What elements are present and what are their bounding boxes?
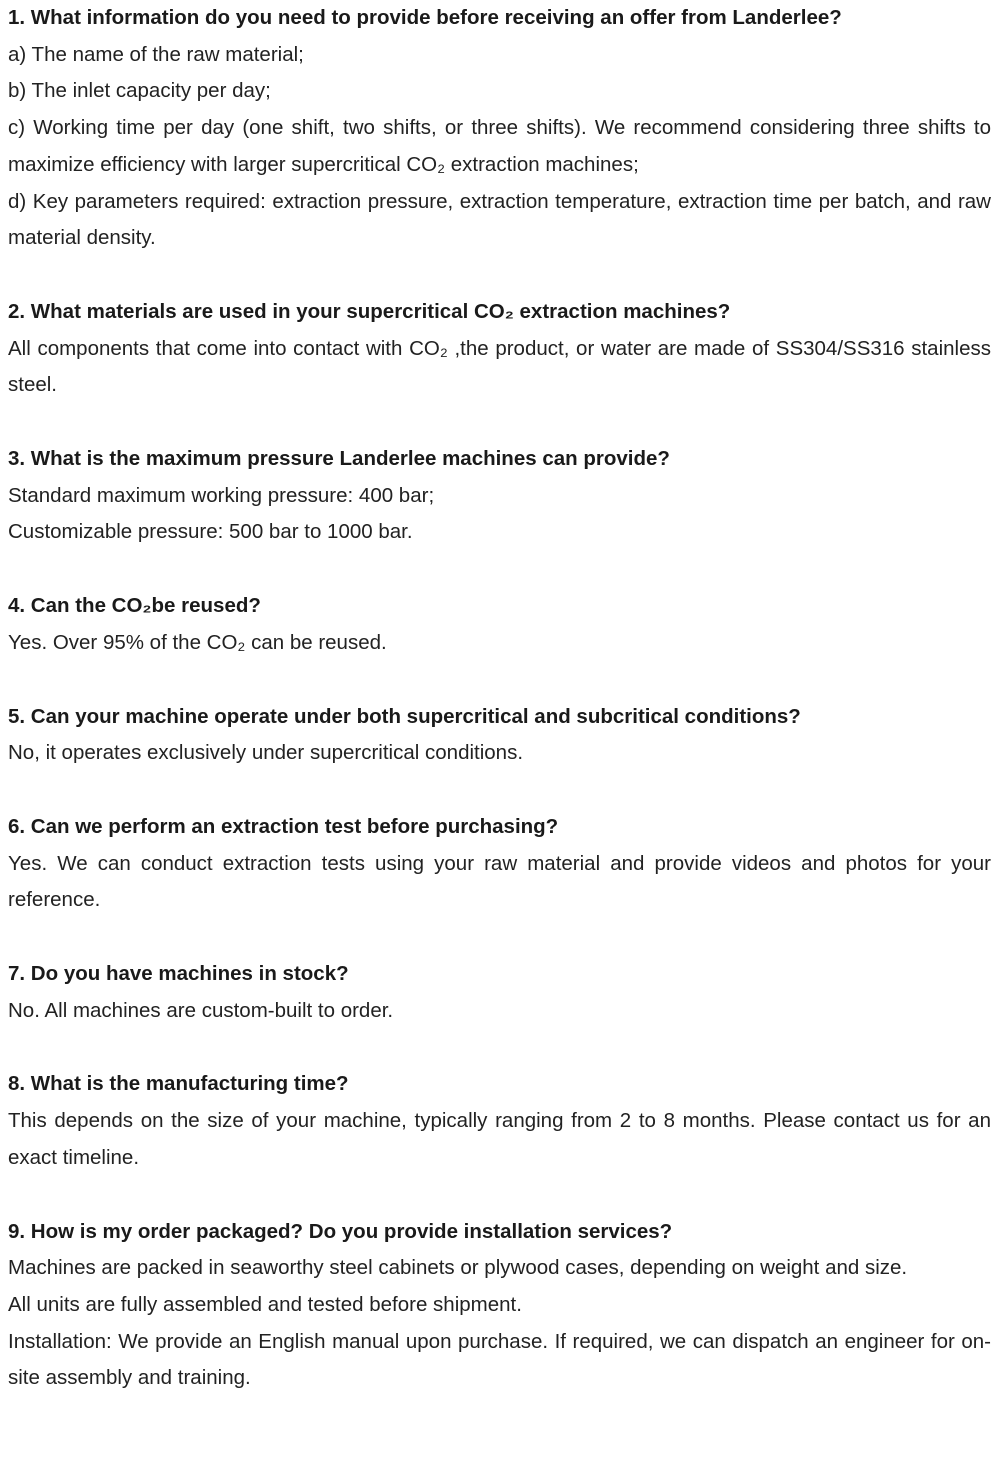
faq-answer-1-line-a: a) The name of the raw material;	[8, 42, 304, 66]
faq-question-3: 3. What is the maximum pressure Landerlee machines can provide?	[8, 447, 670, 471]
faq-answer-6: Yes. We can conduct extraction tests using your raw material and provide videos and photos for your reference.	[8, 851, 991, 912]
faq-question-2: 2. What materials are used in your supercritical CO₂ extraction machines?	[8, 299, 731, 323]
faq-item-7	[8, 956, 991, 1029]
faq-question-9: 9. How is my order packaged? Do you provide installation services?	[8, 1219, 673, 1243]
faq-answer-9-line-1: Machines are packed in seaworthy steel cabinets or plywood cases, depending on weight and size.	[8, 1256, 908, 1280]
faq-item-4	[8, 588, 991, 661]
faq-question-1: 1. What information do you need to provide before receiving an offer from Landerlee?	[8, 6, 842, 29]
faq-answer-1-line-c: c) Working time per day (one shift, two shifts, or three shifts). We recommend considering three shifts to maximize efficiency with larger supercritical CO₂ extraction machines;	[8, 116, 991, 176]
faq-item-5	[8, 699, 991, 772]
faq-question-6: 6. Can we perform an extraction test before purchasing?	[8, 814, 559, 838]
faq-question-5: 5. Can your machine operate under both supercritical and subcritical conditions?	[8, 704, 801, 728]
faq-answer-3-line-1: Standard maximum working pressure: 400 bar;	[8, 483, 435, 507]
faq-answer-1-line-d: d) Key parameters required: extraction pressure, extraction temperature, extraction time per batch, and raw material density.	[8, 189, 991, 250]
faq-item-2	[8, 294, 991, 404]
faq-question-4: 4. Can the CO₂be reused?	[8, 594, 261, 618]
faq-item-6	[8, 809, 991, 919]
faq-item-8	[8, 1066, 991, 1176]
faq-answer-7: No. All machines are custom-built to order.	[8, 998, 394, 1022]
faq-answer-3-line-2: Customizable pressure: 500 bar to 1000 bar.	[8, 520, 413, 544]
faq-item-1	[8, 0, 991, 257]
faq-answer-5: No, it operates exclusively under supercritical conditions.	[8, 741, 524, 765]
faq-item-9	[8, 1214, 991, 1398]
faq-question-7: 7. Do you have machines in stock?	[8, 962, 349, 986]
faq-answer-1-line-b: b) The inlet capacity per day;	[8, 79, 271, 103]
faq-answer-9-line-2: All units are fully assembled and tested before shipment.	[8, 1292, 522, 1316]
faq-answer-4: Yes. Over 95% of the CO₂ can be reused.	[8, 630, 387, 654]
faq-question-8: 8. What is the manufacturing time?	[8, 1072, 349, 1096]
faq-answer-8: This depends on the size of your machine, typically ranging from 2 to 8 months. Please contact us for an exact timeline.	[8, 1109, 991, 1169]
faq-document	[8, 0, 991, 1434]
faq-answer-9-line-3: Installation: We provide an English manual upon purchase. If required, we can dispatch an engineer for on-site assembly and training.	[8, 1329, 991, 1390]
faq-answer-2: All components that come into contact with CO₂ ,the product, or water are made of SS304/SS316 stainless steel.	[8, 336, 991, 397]
faq-item-3	[8, 441, 991, 551]
